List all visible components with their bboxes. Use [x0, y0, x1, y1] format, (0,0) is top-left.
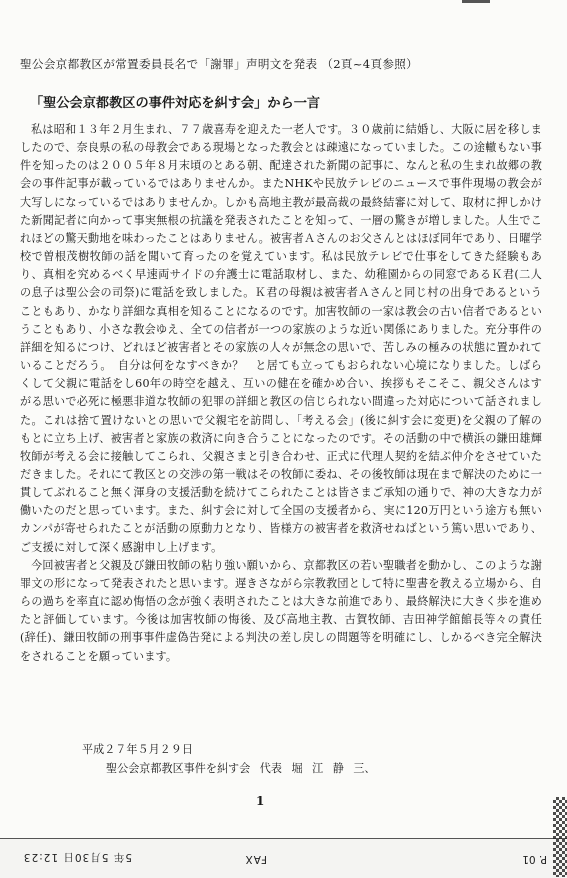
paragraph: 私は昭和１３年２月生まれ、７７歳喜寿を迎えた一老人です。３０歳前に結婚し、大阪に居を移しましたので、奈良県の私の母教会である現場となった教会とは疎遠になっていました。この途轍もない事件を知ったのは２００５年８月末頃のとある朝、配達された新聞の記事に、なんと私の生まれ故郷の教会の事件記事が載っているではありませんか。またNHKや民放テレビのニュースで事件現場の教会が大写しになっているではありませんか。しかも高地主教が最高裁の最終結審に対して、取材に押しかけた新聞記者に向かって事実無根の抗議を発表されたことを知って、一層の驚きが増しました。人生でこれほどの驚天動地を味わったことはありません。被害者Ａさんのお父さんとはほぼ同年であり、日曜学校で曽根茂樹牧師の話を聞いて育ったのを覚えています。私は民放テレビで仕事をしてきた経験もあり、真相を究めるべく早速両サイドの弁護士に電話取材し、また、幼稚園からの同窓であるＫ君(二人の息子は聖公会の司祭)に電話を致しました。Ｋ君の母親は被害者Ａさんと同じ村の出身であるということもあり、かなり詳細な真相を知ることになるのです。加害牧師の一家は教会の古い信者であるということもあり、小さな教会ゆえ、全ての信者が一つの家族のような近い関係にありました。充分事件の詳細を知るにつけ、どれほど被害者とその家族の人々が無念の思いで、苦しみの極みの状態に置かれていることだろう。 自分は何をなすべきか？ と居ても立ってもおられない心境になりました。しばらくして父親に電話をし60年の時空を越え、互いの健在を確かめ合い、挨拶もそこそこ、親父さんはすがる思いで必死に極悪非道な牧師の犯罪の詳細と教区の信じられない間違った対応について話されました。これは捨て置けないとの思いで父親宅を訪問し、「考える会」(後に糾す会に変更)を父親の了解のもとに立ち上げ、被害者と家族の救済に向き合うことになったのです。その活動の中で横浜の鎌田雄輝牧師が考える会に接触してこられ、父親さまと引き合わせ、正式に代理人契約を結ぶ仲介をさせていただきました。それにて教区との交渉の第一戦はその牧師に委ね、その後牧師は現在まで解決のために一貫してぶれること無く渾身の支援活動を続けてこられたことは皆さまご承知の通りで、神の大きな力が働いたのだと思っています。また、糾す会に対して全国の支援者から、実に120万円という途方も無いカンパが寄せられたことが活動の原動力となり、皆様方の被害者を救済せねばという篤い思いであり、ご支援に対して深く感謝申し上げます。 — [20, 123, 542, 554]
signature-line: 聖公会京都教区事件を糾す会 代表 堀 江 静 三、 — [106, 762, 376, 775]
section-heading: 「聖公会京都教区の事件対応を糾す会」から一言 — [30, 96, 321, 111]
scan-mark — [462, 0, 490, 3]
fax-label: FAX — [244, 853, 267, 865]
fax-timestamp: 5年 5月30日 12:23 — [22, 851, 132, 863]
page-number: 1 — [256, 794, 265, 808]
fax-footer-inverted — [0, 839, 567, 878]
document-date: 平成２７年５月２９日 — [82, 743, 193, 756]
announcement-header: 聖公会京都教区が常置委員長名で「謝罪」声明文を発表 （2頁~4頁参照） — [20, 57, 419, 71]
scan-edge-pattern — [553, 797, 567, 877]
paragraph: 今回被害者と父親及び鎌田牧師の粘り強い願いから、京都教区の若い聖職者を動かし、このような謝罪文の形になって発表されたと思います。遅きさながら宗教教団として特に聖書を教える立場から、自らの過ちを率直に認め悔悟の念が強く表明されたことは大きな前進であり、最終解決に大きく歩を進めたと評価しています。今後は加害牧師の悔後、及び高地主教、古賀牧師、吉田神学館館長等々の責任(辞任)、鎌田牧師の刑事事件虚偽告発による判決の差し戻しの問題等を明確にし、しかるべき完全解決をされることを願っています。 — [20, 558, 542, 663]
fax-footer — [0, 838, 567, 878]
fax-page-number: P. 01 — [522, 853, 547, 865]
body-text — [20, 121, 542, 666]
